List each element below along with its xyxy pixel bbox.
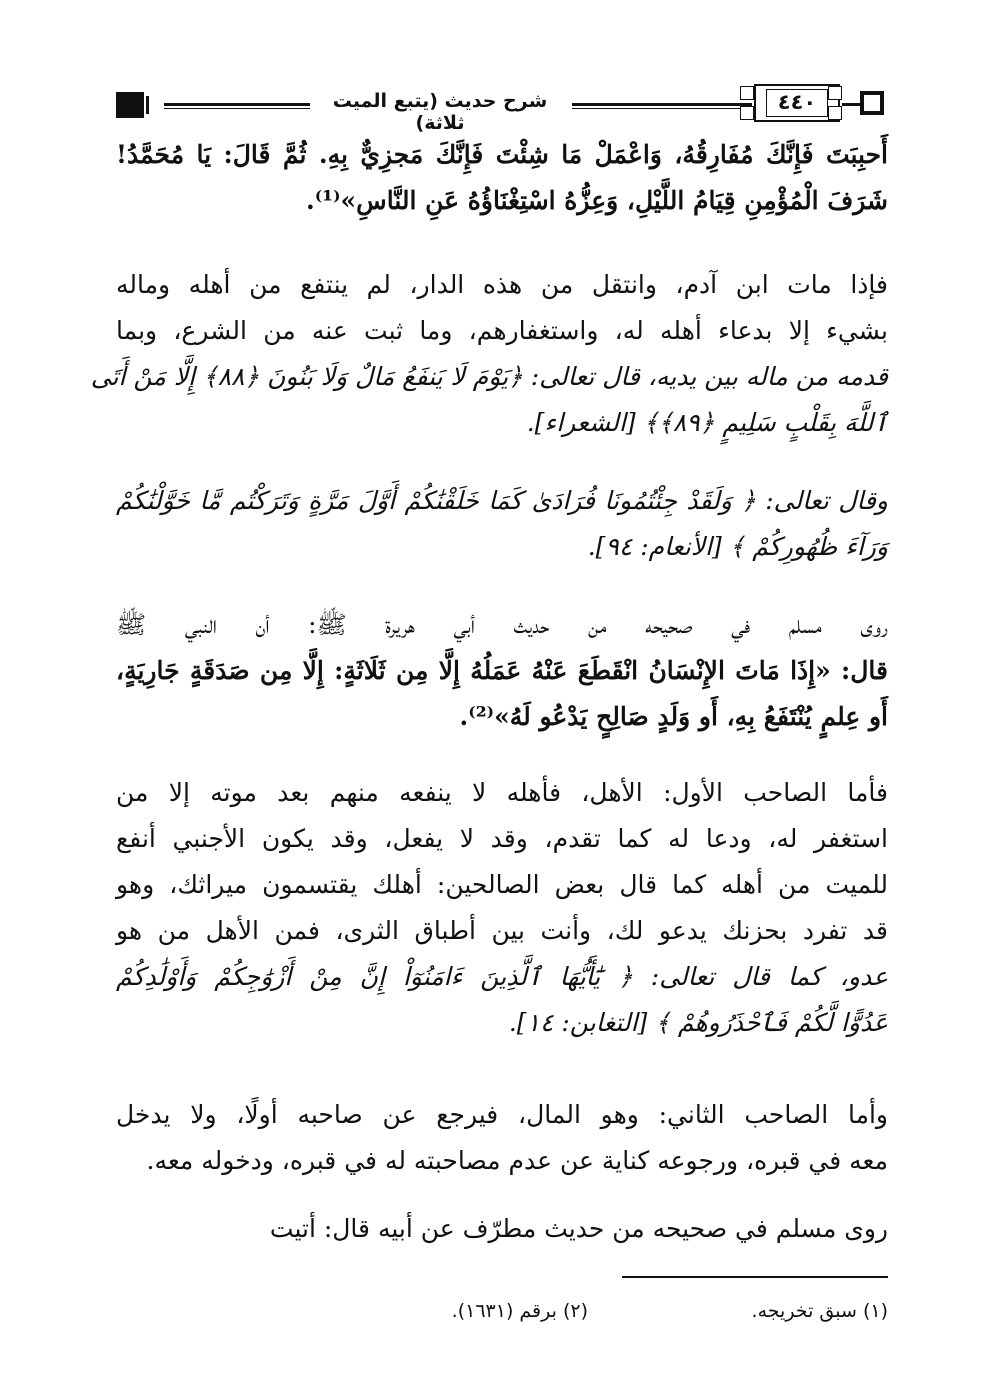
header-block-ornament [116, 92, 144, 118]
header-title: شرح حديث (يتبع الميت ثلاثة) [312, 90, 568, 134]
text-line: فأما الصاحب الأول: الأهل، فأهله لا ينفعه منهم بعد موته إلا من [116, 778, 889, 807]
text-line: فإذا مات ابن آدم، وانتقل من هذه الدار، لم ينتفع من أهله وماله [116, 270, 888, 299]
footnotes [116, 1300, 888, 1334]
paragraph-anam-verse [116, 478, 888, 570]
text-line: وأما الصاحب الثاني: وهو المال، فيرجع عن صاحبه أولًا، ولا يدخل [116, 1100, 888, 1129]
frame-corner-ornament [740, 106, 754, 120]
paragraph-hadith-end [116, 132, 888, 224]
text-line: روى مسلم في صحيحه من حديث أبي هريرة ﷺ: أن النبي ﷺ [116, 610, 888, 639]
header-rule-left [164, 103, 310, 106]
text-line-quran: وقال تعالى: ﴿ وَلَقَدْ جِئْتُمُونَا فُرَادَىٰ كَمَا خَلَقْنَٰكُمْ أَوَّلَ مَرَّةٍ وَتَرَكْتُم مَّا خَوَّلْنَٰكُمْ [116, 486, 888, 515]
header-rule-right [842, 103, 862, 106]
text-line-quran: قدمه من ماله بين يديه، قال تعالى: ﴿يَوْمَ لَا يَنفَعُ مَالٌ وَلَا بَنُونَ ﴿٨٨﴾ إِلَّا مَنْ أَتَى [90, 362, 888, 391]
text-line: بشيء إلا بدعاء أهله له، واستغفارهم، وما ثبت عنه من الشرع، وبما [116, 316, 888, 345]
footnote-separator [622, 1276, 888, 1278]
text-line-quran: عَدُوًّا لَّكُمْ فَٱحْذَرُوهُمْ ﴾ [التغابن: ١٤]. [508, 1008, 888, 1037]
frame-corner-ornament [828, 106, 842, 120]
running-header [116, 82, 888, 134]
paragraph-muslim-hadith [116, 602, 888, 740]
frame-corner-ornament [828, 86, 842, 100]
text-line: استغفر له، ودعا له كما تقدم، وقد لا يفعل، وقد يكون الأجنبي أنفع [116, 824, 888, 853]
footnote-1: (١) سبق تخريجه. [751, 1300, 888, 1322]
text-line: روى مسلم في صحيحه من حديث مطرّف عن أبيه قال: أتيت [269, 1214, 888, 1243]
text-line-quran: عدو، كما قال تعالى: ﴿ يَٰٓأَيُّهَا ٱلَّذِينَ ءَامَنُوٓاْ إِنَّ مِنْ أَزْوَٰجِكُمْ وَأَوْلَٰدِكُمْ [116, 962, 888, 991]
text-line: للميت من أهله كما قال بعض الصالحين: أهلك يقتسمون ميراثك، وهو [116, 870, 888, 899]
header-square-ornament [860, 91, 884, 115]
paragraph-death-benefit [90, 262, 888, 446]
paragraph-first-companion [116, 770, 888, 1046]
text-line: معه في قبره، ورجوعه كناية عن عدم مصاحبته له في قبره، ودخوله معه. [146, 1146, 888, 1175]
text-line-hadith: أَو عِلمٍ يُنْتَفَعُ بِهِ، أَو وَلَدٍ صَالِحٍ يَدْعُو لَهُ»⁽²⁾. [459, 702, 888, 731]
text-line: أَحبِبَتَ فَإِنَّكَ مُفَارِقُهُ، وَاعْمَلْ مَا شِئْتَ فَإِنَّكَ مَجزِيٌّ بِهِ. ثُمَّ قَالَ: يَا مُحَمَّدُ! [116, 140, 888, 169]
footnote-2: (٢) برقم (١٦٣١). [451, 1300, 588, 1322]
text-line-quran: ٱللَّهَ بِقَلْبٍ سَلِيمٍ ﴿٨٩﴾﴾ [الشعراء]. [526, 408, 888, 437]
paragraph-second-companion [116, 1092, 888, 1184]
header-rule-left-thin [164, 108, 310, 109]
text-line: شَرَفَ الْمُؤْمِنِ قِيَامُ اللَّيْلِ، وَعِزُّهُ اسْتِغْنَاؤُهُ عَنِ النَّاسِ»⁽¹⁾. [306, 186, 888, 215]
text-line-quran: وَرَآءَ ظُهُورِكُمْ ﴾ [الأنعام: ٩٤]. [587, 532, 888, 561]
page-number: ٤٤٠ [777, 90, 817, 114]
text-line: قد تفرد بحزنك يدعو لك، وأنت بين أطباق الثرى، فمن الأهل من هو [116, 916, 888, 945]
paragraph-mutarrif-hadith [116, 1206, 888, 1252]
header-rule-middle-thin [572, 108, 752, 109]
header-rule-middle [572, 103, 752, 106]
frame-corner-ornament [740, 86, 754, 100]
text-line-hadith: قال: «إِذَا مَاتَ الإِنْسَانُ انْقَطَعَ عَنْهُ عَمَلُهُ إِلَّا مِن ثَلَاثَةٍ: إِلَّا مِن صَدَقَةٍ جَارِيَةٍ، [116, 656, 888, 685]
